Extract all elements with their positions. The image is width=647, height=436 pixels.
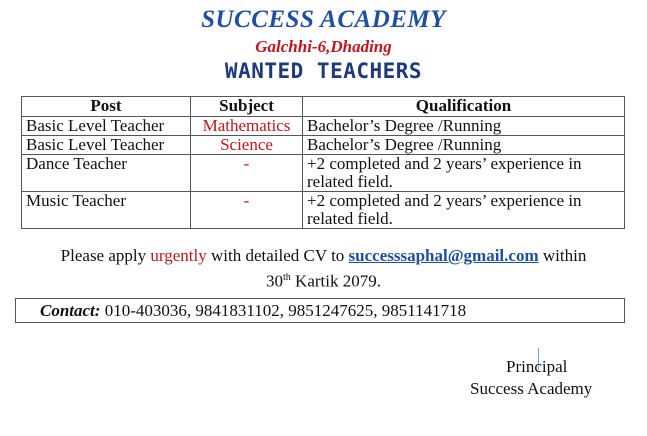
signature-title: Principal [506, 357, 568, 376]
contact-box [15, 298, 625, 323]
column-header-post: Post [22, 97, 191, 117]
post-cell: Basic Level Teacher [22, 117, 191, 136]
table-row [22, 155, 625, 192]
email-link[interactable]: successsaphal@gmail.com [348, 246, 539, 265]
post-cell: Basic Level Teacher [22, 136, 191, 155]
academy-title: SUCCESS ACADEMY [201, 6, 446, 33]
table-header-row [22, 97, 625, 117]
column-header-subject: Subject [191, 97, 303, 117]
signature-organization: Success Academy [470, 379, 593, 398]
apply-text-mid: with detailed CV to [206, 246, 349, 265]
application-instructions [0, 245, 647, 293]
qualification-cell: +2 completed and 2 years’ experience in related field. [303, 155, 625, 192]
subject-cell: Mathematics [191, 117, 303, 136]
wanted-heading: WANTED TEACHERS [224, 59, 423, 83]
academy-address: Galchhi-6,Dhading [255, 37, 392, 56]
deadline-day: 30 [266, 271, 284, 291]
deadline-rest: Kartik 2079. [290, 271, 381, 291]
contact-label: Contact: [40, 301, 101, 320]
qualification-cell: Bachelor’s Degree /Running [303, 117, 625, 136]
table-row [22, 117, 625, 136]
subject-cell: - [191, 192, 303, 229]
table-row [22, 136, 625, 155]
column-header-qualification: Qualification [303, 97, 625, 117]
apply-text-post: within [538, 246, 587, 265]
post-cell: Music Teacher [22, 192, 191, 229]
deadline-ordinal: th [283, 272, 291, 283]
vacancy-table [21, 96, 625, 229]
apply-text: Please apply [60, 246, 151, 265]
qualification-cell: Bachelor’s Degree /Running [303, 136, 625, 155]
post-cell: Dance Teacher [22, 155, 191, 192]
contact-numbers: 010-403036, 9841831102, 9851247625, 9851141718 [100, 301, 467, 320]
subject-cell: Science [191, 136, 303, 155]
urgent-emphasis: urgently [150, 246, 207, 265]
table-row [22, 192, 625, 229]
subject-cell: - [191, 155, 303, 192]
qualification-cell: +2 completed and 2 years’ experience in related field. [303, 192, 625, 229]
